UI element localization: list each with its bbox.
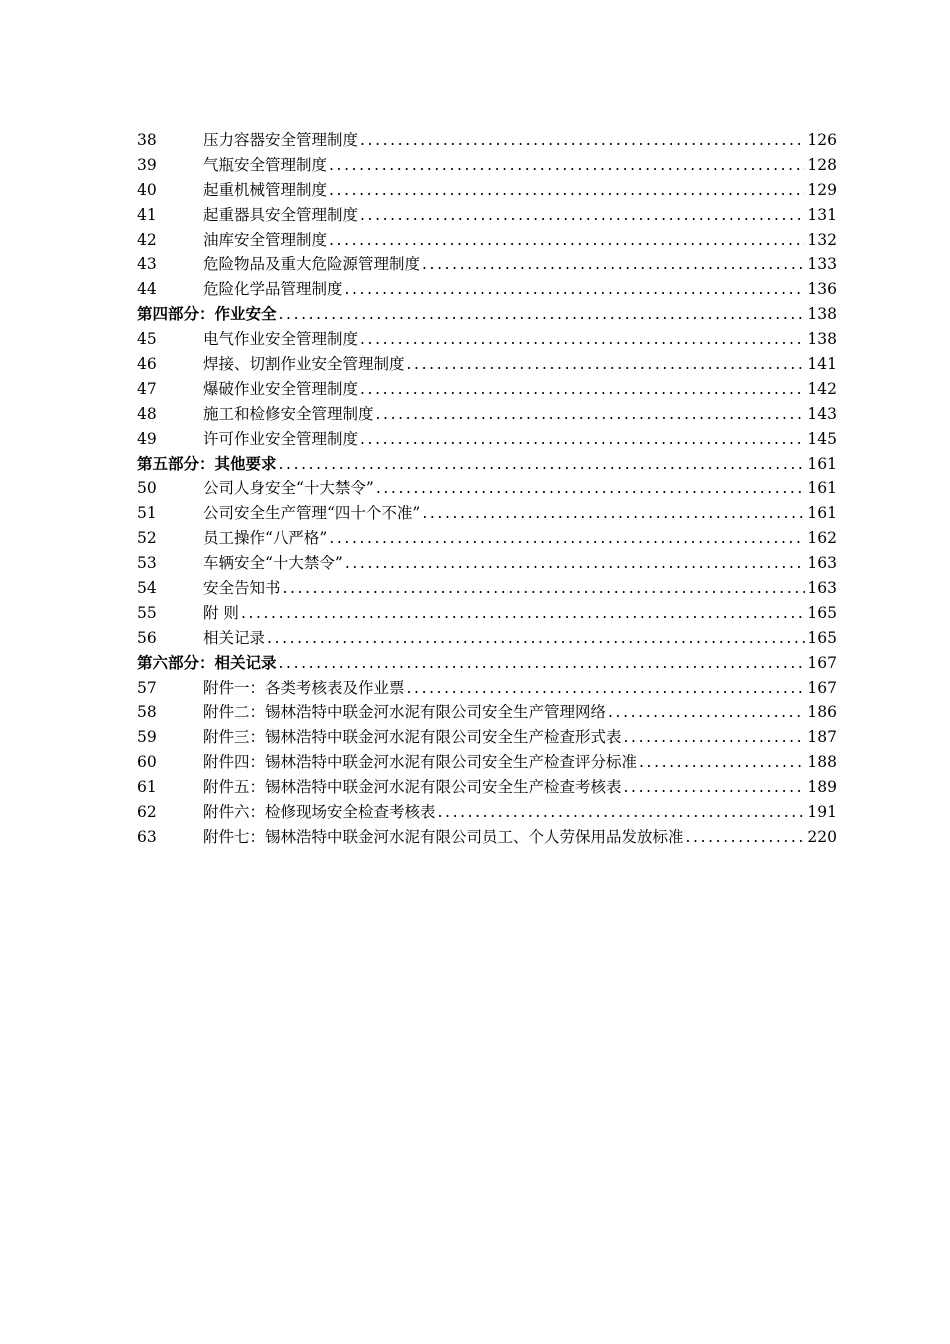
toc-page-number: 167 <box>807 653 837 672</box>
toc-entry-number: 58 <box>137 703 157 722</box>
toc-page-number: 188 <box>807 753 837 772</box>
toc-dot-leader <box>241 601 805 626</box>
toc-dot-leader <box>283 576 806 601</box>
toc-entry-number: 63 <box>137 827 157 846</box>
toc-dot-leader <box>360 327 805 352</box>
toc-page-number: 163 <box>807 579 837 598</box>
toc-entry[interactable] <box>137 277 837 302</box>
toc-entry-title: 安全告知书 <box>203 579 281 598</box>
toc-entry[interactable] <box>137 676 837 701</box>
toc-entry-number: 46 <box>137 355 157 374</box>
toc-section-heading[interactable] <box>137 452 837 477</box>
toc-entry[interactable] <box>137 402 837 427</box>
toc-dot-leader <box>360 427 805 452</box>
toc-entry[interactable] <box>137 825 837 850</box>
toc-dot-leader <box>376 402 806 427</box>
toc-entry-number: 57 <box>137 678 157 697</box>
toc-entry[interactable] <box>137 626 837 651</box>
toc-dot-leader <box>279 302 806 327</box>
toc-entry[interactable] <box>137 700 837 725</box>
toc-dot-leader <box>624 725 806 750</box>
toc-page-number: 163 <box>807 554 837 573</box>
toc-entry-title: 焊接、切割作业安全管理制度 <box>203 355 405 374</box>
toc-page-number: 186 <box>807 703 837 722</box>
toc-entry-number: 49 <box>137 429 157 448</box>
toc-dot-leader <box>686 825 806 850</box>
toc-entry-number: 61 <box>137 778 157 797</box>
toc-entry-number: 43 <box>137 255 157 274</box>
toc-page-number: 161 <box>807 454 837 473</box>
toc-entry-number: 41 <box>137 205 157 224</box>
toc-entry-number: 47 <box>137 379 157 398</box>
toc-page-number: 126 <box>807 131 837 149</box>
toc-dot-leader <box>608 700 805 725</box>
toc-entry[interactable] <box>137 775 837 800</box>
toc-page-number: 189 <box>807 778 837 797</box>
toc-entry[interactable] <box>137 476 837 501</box>
toc-entry[interactable] <box>137 725 837 750</box>
toc-dot-leader <box>329 228 805 253</box>
toc-dot-leader <box>639 750 805 775</box>
toc-entry[interactable] <box>137 526 837 551</box>
toc-entry-title: 危险物品及重大危险源管理制度 <box>203 255 421 274</box>
toc-dot-leader <box>267 626 805 651</box>
toc-dot-leader <box>329 178 805 203</box>
toc-entry-number: 56 <box>137 628 157 647</box>
toc-dot-leader <box>422 501 805 526</box>
toc-entry-number: 38 <box>137 131 157 149</box>
toc-entry-title: 压力容器安全管理制度 <box>203 131 359 149</box>
toc-entry-number: 48 <box>137 404 157 423</box>
toc-entry-title: 相关记录 <box>203 628 266 647</box>
toc-entry-title: 附件七：锡林浩特中联金河水泥有限公司员工、个人劳保用品发放标准 <box>203 827 684 846</box>
toc-entry[interactable] <box>137 203 837 228</box>
toc-entry[interactable] <box>137 228 837 253</box>
toc-entry-title: 许可作业安全管理制度 <box>203 429 359 448</box>
toc-dot-leader <box>279 651 806 676</box>
toc-page-number: 142 <box>807 379 837 398</box>
toc-section-title: 第五部分：其他要求 <box>137 453 277 473</box>
toc-entry[interactable] <box>137 576 837 601</box>
toc-entry[interactable] <box>137 153 837 178</box>
toc-entry-title: 公司人身安全“十大禁令” <box>203 479 374 498</box>
toc-section-title: 第四部分：作业安全 <box>137 304 277 324</box>
toc-entry-title: 附件六：检修现场安全检查考核表 <box>203 803 436 822</box>
toc-section-heading[interactable] <box>137 302 837 327</box>
toc-page-number: 138 <box>807 305 837 324</box>
toc-entry-title: 附件一：各类考核表及作业票 <box>203 678 405 697</box>
toc-entry-number: 40 <box>137 180 157 199</box>
toc-entry-title: 起重机械管理制度 <box>203 180 328 199</box>
toc-entry-number: 44 <box>137 280 157 299</box>
toc-entry-number: 50 <box>137 479 157 498</box>
toc-page-number: 128 <box>807 155 837 174</box>
toc-entry[interactable] <box>137 601 837 626</box>
toc-entry-number: 53 <box>137 554 157 573</box>
toc-entry[interactable] <box>137 327 837 352</box>
toc-entry-number: 39 <box>137 155 157 174</box>
toc-page-number: 145 <box>807 429 837 448</box>
toc-page-number: 129 <box>807 180 837 199</box>
toc-dot-leader <box>407 352 806 377</box>
toc-page-number: 141 <box>807 355 837 374</box>
toc-entry[interactable] <box>137 178 837 203</box>
toc-entry[interactable] <box>137 128 837 153</box>
toc-entry-number: 45 <box>137 330 157 349</box>
toc-entry-number: 51 <box>137 504 157 523</box>
toc-section-title: 第六部分：相关记录 <box>137 652 277 672</box>
toc-entry-title: 起重器具安全管理制度 <box>203 205 359 224</box>
toc-entry-number: 55 <box>137 603 157 622</box>
toc-page-number: 165 <box>807 603 837 622</box>
toc-entry[interactable] <box>137 501 837 526</box>
toc-entry-number: 42 <box>137 230 157 249</box>
toc-dot-leader <box>329 526 805 551</box>
toc-page-number: 191 <box>807 803 837 822</box>
toc-entry-title: 公司安全生产管理“四十个不准” <box>203 504 421 523</box>
toc-entry[interactable] <box>137 377 837 402</box>
toc-page-number: 136 <box>807 280 837 299</box>
toc-dot-leader <box>345 277 806 302</box>
toc-entry-title: 附 则 <box>203 603 239 622</box>
toc-entry[interactable] <box>137 800 837 825</box>
toc-page-number: 165 <box>807 628 837 647</box>
toc-dot-leader <box>407 676 806 701</box>
toc-page-number: 167 <box>807 678 837 697</box>
toc-entry-title: 油库安全管理制度 <box>203 230 328 249</box>
toc-entry-title: 爆破作业安全管理制度 <box>203 379 359 398</box>
toc-page-number: 132 <box>807 230 837 249</box>
toc-page-number: 220 <box>807 827 837 846</box>
toc-entry-number: 52 <box>137 529 157 548</box>
toc-page-number: 143 <box>807 404 837 423</box>
toc-entry[interactable] <box>137 551 837 576</box>
table-of-contents <box>137 128 837 850</box>
toc-dot-leader <box>360 377 805 402</box>
toc-section-heading[interactable] <box>137 651 837 676</box>
toc-entry-title: 附件五：锡林浩特中联金河水泥有限公司安全生产检查考核表 <box>203 778 622 797</box>
toc-page-number: 162 <box>807 529 837 548</box>
toc-page-number: 161 <box>807 479 837 498</box>
toc-entry-title: 气瓶安全管理制度 <box>203 155 328 174</box>
toc-dot-leader <box>438 800 806 825</box>
toc-entry-title: 车辆安全“十大禁令” <box>203 554 343 573</box>
toc-entry[interactable] <box>137 252 837 277</box>
toc-page-number: 131 <box>807 205 837 224</box>
toc-dot-leader <box>360 128 805 153</box>
toc-entry-number: 60 <box>137 753 157 772</box>
toc-dot-leader <box>624 775 806 800</box>
toc-entry[interactable] <box>137 352 837 377</box>
toc-dot-leader <box>376 476 806 501</box>
toc-entry[interactable] <box>137 427 837 452</box>
toc-entry-title: 员工操作“八严格” <box>203 529 328 548</box>
toc-entry-title: 电气作业安全管理制度 <box>203 330 359 349</box>
toc-entry-number: 62 <box>137 803 157 822</box>
toc-entry-title: 施工和检修安全管理制度 <box>203 404 374 423</box>
toc-entry-title: 危险化学品管理制度 <box>203 280 343 299</box>
toc-dot-leader <box>422 252 805 277</box>
toc-dot-leader <box>329 153 805 178</box>
toc-page-number: 133 <box>807 255 837 274</box>
toc-dot-leader <box>360 203 805 228</box>
toc-dot-leader <box>279 452 806 477</box>
toc-entry-title: 附件三：锡林浩特中联金河水泥有限公司安全生产检查形式表 <box>203 728 622 747</box>
toc-entry-title: 附件四：锡林浩特中联金河水泥有限公司安全生产检查评分标准 <box>203 753 638 772</box>
toc-page-number: 138 <box>807 330 837 349</box>
toc-entry-title: 附件二：锡林浩特中联金河水泥有限公司安全生产管理网络 <box>203 703 607 722</box>
toc-entry-number: 59 <box>137 728 157 747</box>
toc-page-number: 187 <box>807 728 837 747</box>
toc-dot-leader <box>345 551 806 576</box>
toc-page-number: 161 <box>807 504 837 523</box>
toc-entry-number: 54 <box>137 579 157 598</box>
toc-entry[interactable] <box>137 750 837 775</box>
